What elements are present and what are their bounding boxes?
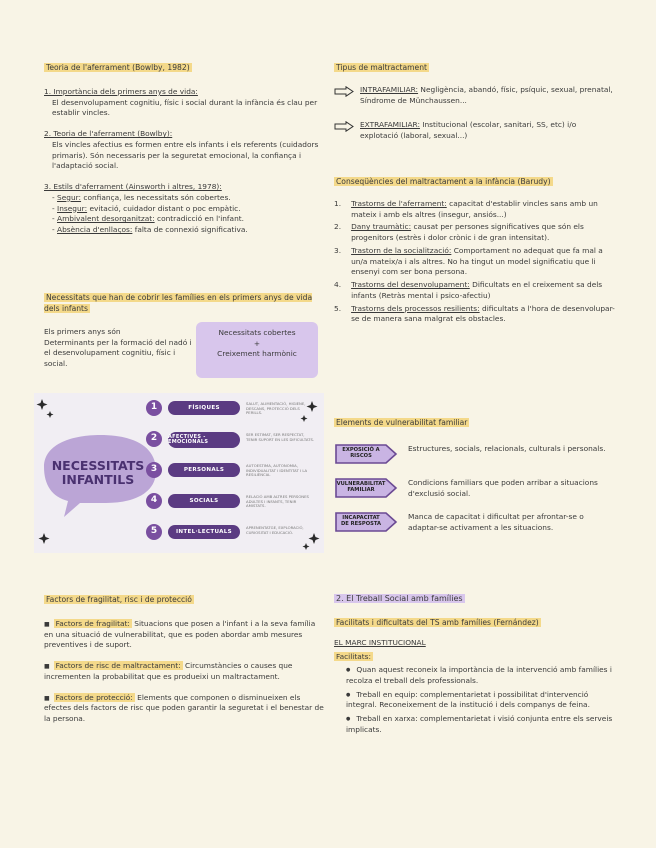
attachment-title: Teoria de l'aferrament (Bowlby, 1982)	[46, 63, 190, 72]
needs-title: Necessitats que han de cobrir les famílies en els primers anys de vida dels infants	[44, 293, 313, 314]
needs-body: Determinants per la formació del nadó i el desenvolupament cognitiu, físic i social.	[44, 337, 192, 369]
need-row	[146, 493, 324, 524]
vulnerability-text: Estructures, socials, relacionals, culturals i personals.	[408, 444, 606, 453]
need-row	[146, 400, 324, 431]
type-extrafamiliar: EXTRAFAMILIAR: Institucional (escolar, sanitari, SS, etc) i/o explotació (laboral, sexual...)	[334, 120, 616, 141]
vulnerability-item	[334, 510, 616, 534]
needs-box-line-3: Creixement harmònic	[217, 349, 297, 359]
need-number: 1	[146, 400, 162, 416]
need-label: PERSONALS	[168, 463, 240, 477]
need-number: 3	[146, 462, 162, 478]
attach-body-1: El desenvolupament cognitiu, físic i social durant la infància és clau per establir vincles.	[52, 97, 318, 118]
factor-risk: ■ Factors de risc de maltractament: Circumstàncies o causes que incrementen la probabilitat que es produeixi un maltractament.	[44, 661, 326, 682]
attach-body-2: Els vincles afectius es formen entre els infants i els referents (cuidadors primaris). Són necessaris per la seguretat emocional, la confiança i l'adaptació social.	[52, 139, 319, 171]
arrow-icon	[334, 86, 354, 97]
consequences-section	[334, 176, 616, 327]
attach-item-3	[44, 182, 324, 236]
vulnerability-item	[334, 442, 616, 466]
attach-item-1	[44, 87, 324, 119]
needs-head: Els primers anys són	[44, 327, 121, 336]
consequence-item: 3. Trastorn de la socialització: Comportament no adequat que fa mal a un/a mateix/a i als altres. No ha tingut un model significatiu que li ensenyi com ser bona persona.	[334, 245, 603, 277]
need-number: 4	[146, 493, 162, 509]
attachment-section	[44, 62, 324, 242]
consequences-title: Conseqüències del maltractament a la infància (Barudy)	[336, 177, 551, 186]
needs-section	[44, 292, 322, 315]
need-desc: AUTOESTIMA, AUTONOMIA, INDIVIDUALITAT I IDENTITAT I LA RESILIÈNCIA.	[246, 463, 308, 478]
factor-protection: ■ Factors de protecció: Elements que componen o disminueixen els efectes dels factors de risc que poden garantir la seguretat i el benestar de la persona.	[44, 693, 326, 725]
consequence-item: 2. Dany traumàtic: causat per persones significatives que són els progenitors (estrès i dolor crònic i de gran intensitat).	[334, 222, 584, 243]
consequence-item: 5. Trastorns dels processos resilients: dificultats a l'hora de desenvolupar-se de manera sana malgrat els obstacles.	[334, 303, 615, 324]
types-section	[334, 62, 616, 152]
attach-head-1: 1. Importància dels primers anys de vida:	[44, 87, 198, 96]
facilities-list	[334, 665, 616, 735]
attach-style-list	[44, 193, 324, 236]
institutional-frame: EL MARC INSTITUCIONAL	[334, 637, 426, 647]
section-2-title: 2. El Treball Social amb famílies	[336, 594, 463, 603]
needs-infographic	[34, 393, 324, 553]
vulnerability-item	[334, 476, 616, 500]
facility-item: ● Quan aquest reconeix la importància de la intervenció amb famílies i recolza el treball dels professionals.	[346, 665, 616, 686]
infographic-rows	[146, 400, 324, 555]
facility-item: ● Treball en equip: complementarietat i possibilitat d'intervenció integral. Reconeixement de la institució i dels companys de feina.	[346, 690, 616, 711]
type-intrafamiliar: INTRAFAMILIAR: Negligència, abandó, físic, psíquic, sexual, prenatal, Síndrome de Münchaussen...	[334, 85, 616, 106]
vulnerability-tag: INCAPACITAT DE RESPOSTA	[334, 510, 398, 534]
consequence-item: 4. Trastorns del desenvolupament: Dificultats en el creixement sa dels infants (Retràs mental i psico-afectiu)	[334, 280, 603, 300]
need-row	[146, 462, 324, 493]
facilities-title: Facilitats i dificultats del TS amb famílies (Fernández)	[336, 617, 539, 627]
attach-style: - Ambivalent desorganitzat: contradicció en l'infant.	[52, 214, 324, 225]
attach-style: - Segur: confiança, les necessitats són cobertes.	[52, 193, 324, 204]
arrow-icon	[334, 121, 354, 132]
vulnerability-tag: EXPOSICIÓ A RISCOS	[334, 442, 398, 466]
vulnerability-text: Condicions familiars que poden arribar a situacions d'exclusió social.	[408, 478, 598, 498]
attach-head-3: 3. Estils d'aferrament (Ainsworth i altres, 1978):	[44, 182, 222, 192]
facilities-head: Facilitats:	[336, 652, 371, 662]
factor-fragility: ■ Factors de fragilitat: Situacions que posen a l'infant i a la seva família en una situació de vulnerabilitat, que es poden abordar amb mesures preventives i de suport.	[44, 619, 326, 651]
factors-title: Factors de fragilitat, risc i de protecció	[46, 595, 192, 604]
needs-box	[196, 322, 318, 378]
need-label: SOCIALS	[168, 494, 240, 508]
consequence-item: 1. Trastorns de l'aferrament: capacitat d'establir vincles sans amb un mateix i amb els altres (insegur, ansiós...)	[334, 199, 598, 219]
needs-box-line-2: +	[253, 338, 261, 348]
need-number: 2	[146, 431, 162, 447]
vulnerability-section	[334, 417, 616, 534]
infographic-title: NECESSITATS INFANTILS	[51, 458, 145, 488]
types-title: Tipus de maltractament	[336, 63, 428, 72]
need-row	[146, 431, 324, 462]
vulnerability-title: Elements de vulnerabilitat familiar	[336, 418, 468, 427]
need-label: AFECTIVES - EMOCIONALS	[168, 432, 240, 448]
need-label: INTEL·LECTUALS	[168, 525, 240, 539]
need-row	[146, 524, 324, 555]
needs-box-line-1: Necessitats cobertes	[218, 328, 296, 337]
vulnerability-text: Manca de capacitat i dificultat per afrontar-se o adaptar-se activament a les situacions.	[408, 512, 584, 532]
facility-item: ● Treball en xarxa: complementarietat i visió conjunta entre els serveis implicats.	[346, 714, 616, 735]
factors-section	[44, 594, 326, 725]
attach-item-2	[44, 129, 324, 172]
attach-head-2: 2. Teoria de l'aferrament (Bowlby):	[44, 129, 173, 139]
need-desc: SALUT, ALIMENTACIÓ, HIGIENE, DESCANS, PROTECCIÓ DELS PERILLS.	[246, 401, 306, 416]
attach-style: - Absència d'enllaços: falta de connexió significativa.	[52, 225, 324, 236]
need-number: 5	[146, 524, 162, 540]
vulnerability-tag: VULNERABILITAT FAMILIAR	[334, 476, 398, 500]
need-desc: APRENENTATGE, EXPLORACIÓ, CURIOSITAT I EDUCACIÓ.	[246, 525, 304, 535]
need-desc: SER ESTIMAT, SER RESPECTAT, TENIR SUPORT EN LES DIFICULTATS.	[246, 432, 315, 442]
need-desc: RELACIÓ AMB ALTRES PERSONES ADULTES I INFANTS, TENIR AMISTATS.	[246, 494, 309, 509]
need-label: FÍSIQUES	[168, 401, 240, 415]
attach-style: - Insegur: evitació, cuidador distant o poc empàtic.	[52, 204, 324, 215]
social-work-section	[334, 593, 616, 735]
needs-text	[44, 327, 192, 370]
